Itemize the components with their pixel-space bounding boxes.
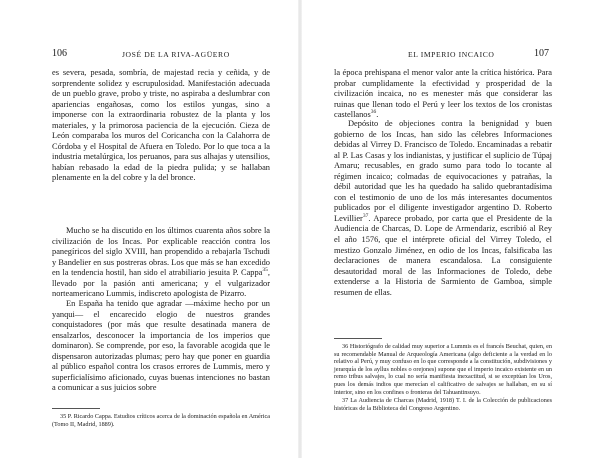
footnote-35: 35 P. Ricardo Cappa. Estudios críticos acerca de la dominación española en América (Tomo II, Madrid, 1889).	[52, 413, 270, 428]
footnote-37: 37 La Audiencia de Charcas (Madrid, 1918) T. I. de la Colección de publicaciones históricas de la Biblioteca del Congreso Argentino.	[334, 397, 552, 412]
text-run: .	[376, 110, 379, 120]
footnote-rule	[52, 408, 100, 409]
text-run: . Aparece probado, por carta que el Presidente de la Audiencia de Charcas, D. Lope de Armendariz, escribió al Rey el año 1576, que el intérprete oficial del Virrey Toledo, el mestizo Gonzalo Jiménez, en odio de los Incas, falsificaba las declaraciones de manera escandalosa. La consiguiente desautoridad moral de las Informaciones de Toledo, debe extenderse a la Historia de Sarmiento de Gamboa, simple resumen de ellas.	[334, 213, 552, 297]
paragraph-text	[334, 119, 552, 298]
page-number-left: 106	[52, 48, 67, 59]
footnote-ref-36: 36	[370, 109, 377, 116]
paragraph-text	[334, 68, 552, 121]
text-run: la época prehispana el menor valor ante la crítica histórica. Para probar cumplidamente la efectividad y prosperidad de la civilización incaica, no es menester más que considerar las ruinas que llenan todo el Perú y leer los textos de los cronistas castellanos	[334, 68, 552, 120]
paragraph-informaciones	[334, 119, 552, 298]
text-run: , llevado por la pasión anti americana; y el vulgarizador norteamericano Lummis, indiscreto apologista de Pizarro.	[52, 268, 270, 299]
footnotes-right	[334, 343, 552, 413]
paragraph-text: es severa, pesada, sombría, de majestad recia y ceñida, y de sorprendente solidez y escrupulosidad. Manifestación adecuada de un pueblo grave, probo y triste, no aspiraba a deslumbrar con apariencias engañosas, como los estilos yungas, sino a imponerse con la extraordinaria robustez de la planta y los materiales, y la primorosa paciencia de la ejecución. Cieza de León comparaba los muros del Coricancha con la Calahorra de Córdoba y el Hospital de Afuera en Toledo. Por lo que toca a la industria metalúrgica, los peruanos, para sus alhajas y utensilios, habían rebasado la edad de la piedra pulida; y se hallaban plenamente en la del cobre y la del bronce.	[52, 68, 270, 183]
text-run: Depósito de objeciones contra la benignidad y buen gobierno de los Incas, han sido las célebres Informaciones debidas al Virrey D. Francisco de Toledo. Encaminadas a rebatir al P. Las Casas y los indianistas, y justificar el suplicio de Túpaj Amaru; recusables, en grado sumo para todo lo tocante al régimen incaico; colmadas de equivocaciones y patrañas, la débil autoridad que les ha quedado ha salido quebrantadísima con el testimonio de uno de los más interesantes documentos publicados por el diligente investigador argentino D. Roberto Levillier	[334, 119, 552, 223]
paragraph-text: En España ha tenido que agradar —máxime hecho por un yanqui— el encarecido elogio de nuestros grandes conquistadores (por más que resulte desatinada manera de ensalzarlos, desconocer la importancia de los imperios que dominaron). Se comprende, por eso, la favorable acogida que le dispensaron autorizadas plumas; pero hay que poner en guardia al público español contra los crasos errores de Lummis, mero y superficialísimo aficionado, cuyas buenas intenciones no bastan a comunicar a sus juicios sobre	[52, 299, 270, 393]
footnote-ref-35: 35	[262, 267, 268, 274]
footnote-rule	[334, 338, 382, 339]
page-number-right: 107	[534, 48, 549, 59]
footnote-36: 36 Historiógrafo de calidad muy superior a Lummis es el francés Beuchat, quien, en su recomendable Manual de Arqueología Americana (algo deficiente a la verdad en lo relativo al Perú, y muy confuso en lo que corresponde a la constitución, subdivisiones y jerarquía de los ayllus nobles o orejones) supone que el imperio incaico existente en un remo tribus salvajes, lo cual no sería manifiesta inexactitud, si se exceptúan los Uros, pues los demás indios que merecían el calificativo de salvajes se hallaban, en su sí interior, sino en los confines o fronteras del Tahuantinsuyo.	[334, 343, 552, 396]
paragraph-prehispanic	[334, 68, 552, 121]
paragraph-architecture	[52, 68, 270, 184]
paragraph-incas-debate	[52, 226, 270, 300]
footnotes-left	[52, 413, 270, 429]
paragraph-espana	[52, 299, 270, 394]
running-head-left: JOSÉ DE LA RIVA-AGÜERO	[122, 50, 230, 59]
text-run: Mucho se ha discutido en los últimos cuarenta años sobre la civilización de los Incas. Por explicable reacción contra los panegíricos del siglo XVIII, han propendido a rebajarla Tschudi y Bandelier en sus postreras obras. Los que más se han excedido en la tendencia hostil, han sido el atrabiliario jesuita P. Cappa	[52, 226, 270, 278]
paragraph-text	[52, 226, 270, 300]
right-page	[300, 0, 600, 458]
footnote-ref-37: 37	[362, 213, 369, 220]
running-head-right: EL IMPERIO INCAICO	[408, 50, 495, 59]
